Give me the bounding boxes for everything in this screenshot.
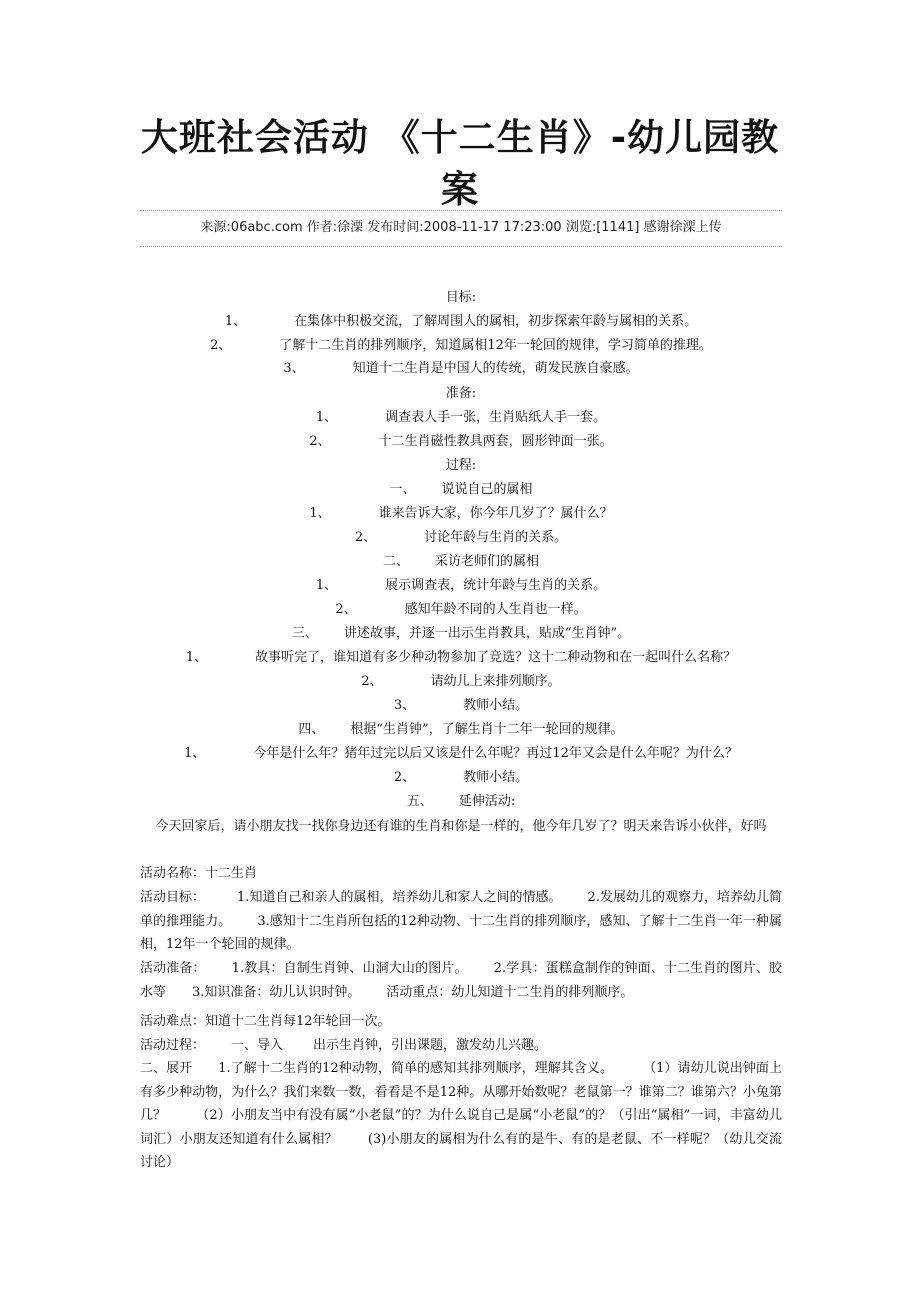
goal-item-1 <box>140 312 782 332</box>
intro-label: 一、导入 <box>231 1038 284 1053</box>
goal-item-2 <box>140 336 782 356</box>
activity-goals <box>140 886 782 957</box>
step-text: 讨论年龄与生肖的关系。 <box>424 530 568 545</box>
intro-text: 出示生肖钟，引出课题，激发幼儿兴趣。 <box>313 1038 548 1053</box>
title-line-2: 案 <box>441 168 479 211</box>
item-number: 1、 <box>315 410 338 425</box>
step-text: 采访老师们的属相 <box>435 554 540 569</box>
goal-3: 3.感知十二生肖所包括的12种动物、十二生肖的排列顺序，感知、了解十二生肖一年一种属相，12年一个轮回的规律。 <box>140 913 782 952</box>
step-2 <box>140 552 782 572</box>
activity-difficulty: 活动难点：知道十二生肖每12年轮回一次。 <box>140 1014 391 1029</box>
item-text: 知道十二生肖是中国人的传统，萌发民族自豪感。 <box>352 361 639 376</box>
step-4-2 <box>140 768 782 788</box>
activity-development <box>140 1057 782 1175</box>
question-1: （1）请幼儿说出钟面上有多少种动物，为什么？我们来数一数，看看是不是12种。从哪开始数呢？老鼠第一？谁第二？谁第六？小兔第几？ <box>140 1061 782 1123</box>
step-text: 讲述故事，并逐一出示生肖教具，贴成“生肖钟”。 <box>343 626 631 641</box>
step-text: 教师小结。 <box>463 770 529 785</box>
process-label: 活动过程： <box>140 1038 206 1053</box>
prep-3: 3.知识准备：幼儿认识时钟。 <box>192 984 361 1000</box>
step-5 <box>140 792 782 812</box>
step-number: 2、 <box>335 602 357 617</box>
item-number: 2、 <box>309 434 331 449</box>
step-text: 根据“生肖钟”，了解生肖十二年一轮回的规律。 <box>350 722 624 737</box>
divider-bottom <box>140 246 782 247</box>
step-1-1 <box>140 504 782 524</box>
prep-item-1 <box>140 408 782 428</box>
process-heading: 过程: <box>445 458 477 473</box>
page-title <box>120 112 800 216</box>
step-number: 2、 <box>361 674 383 689</box>
step-number: 1、 <box>185 650 208 665</box>
goal-1: 1.知道自己和亲人的属相，培养幼儿和家人之间的情感。 <box>237 890 562 905</box>
title-line-1: 大班社会活动 《十二生肖》-幼儿园教 <box>140 116 780 159</box>
item-number: 3、 <box>283 361 305 376</box>
item-number: 2、 <box>210 338 232 353</box>
step-number: 五、 <box>406 794 433 809</box>
step-text: 请幼儿上来排列顺序。 <box>430 674 561 689</box>
question-2: （2）小朋友当中有没有属“小老鼠”的？为什么说自己是属“小老鼠”的？（引出“属相”一词，丰富幼儿词汇）小朋友还知道有什么属相？ <box>140 1108 782 1147</box>
prep-item-2 <box>140 432 782 452</box>
prep-1: 1.教具：自制生肖钟、山洞大山的图片。 <box>231 961 468 976</box>
step-1-2 <box>140 528 782 548</box>
step-number: 2、 <box>393 770 416 785</box>
step-2-1 <box>140 576 782 596</box>
step-4-1 <box>140 744 782 764</box>
dev-1: 1.了解十二生肖的12种动物，简单的感知其排列顺序，理解其含义。 <box>218 1061 614 1076</box>
item-number: 1、 <box>224 314 247 329</box>
prep-heading: 准备: <box>445 386 477 401</box>
step-number: 三、 <box>291 626 318 641</box>
step-number: 二、 <box>382 554 409 569</box>
article-meta: 来源:06abc.com 作者:徐溧 发布时间:2008-11-17 17:23:00 浏览:[1141] 感谢徐溧上传 <box>200 220 722 235</box>
step-1 <box>140 480 782 500</box>
activity-process <box>140 1034 782 1058</box>
item-text: 调查表人手一张，生肖贴纸人手一套。 <box>385 410 607 425</box>
item-text: 十二生肖磁性教具两套，圆形钟面一张。 <box>378 434 613 449</box>
step-text: 故事听完了，谁知道有多少种动物参加了竞选？这十二种动物和在一起叫什么名称？ <box>255 650 737 665</box>
item-text: 在集体中积极交流，了解周围人的属相，初步探索年龄与属相的关系。 <box>294 314 698 329</box>
step-number: 1、 <box>184 746 206 761</box>
step-text: 教师小结。 <box>463 698 529 713</box>
step-text: 谁来告诉大家，你今年几岁了？属什么？ <box>378 506 613 521</box>
step-text: 感知年龄不同的人生肖也一样。 <box>404 602 587 617</box>
step-text: 今年是什么年？猪年过完以后又该是什么年呢？再过12年又会是什么年呢？为什么？ <box>253 746 738 761</box>
extension-text: 今天回家后，请小朋友找一找你身边还有谁的生肖和你是一样的，他今年几岁了？明天来告诉小伙伴，好吗 <box>155 819 767 834</box>
question-3: (3)小朋友的属相为什么有的是牛、有的是老鼠、不一样呢？（幼儿交流讨论） <box>140 1131 782 1170</box>
step-text: 展示调查表，统计年龄与生肖的关系。 <box>385 578 607 593</box>
key-point: 活动重点：幼儿知道十二生肖的排列顺序。 <box>386 984 634 1000</box>
step-3 <box>140 624 782 644</box>
goal-2: 2.发展幼儿的观察力，培养幼儿简单的推理能力。 <box>140 890 783 929</box>
activity-prep <box>140 957 782 1004</box>
step-4 <box>140 720 782 740</box>
prep-label: 活动准备： <box>140 961 206 976</box>
goal-heading: 目标: <box>445 290 477 305</box>
activity-name: 活动名称：十二生肖 <box>140 866 258 881</box>
step-number: 一、 <box>389 482 416 497</box>
step-2-2 <box>140 600 782 620</box>
step-number: 1、 <box>309 506 331 521</box>
step-number: 四、 <box>298 722 325 737</box>
step-number: 2、 <box>354 530 377 545</box>
step-3-2 <box>140 672 782 692</box>
step-number: 3、 <box>393 698 416 713</box>
step-3-3 <box>140 696 782 716</box>
dev-label: 二、展开 <box>140 1061 193 1076</box>
step-text: 说说自己的属相 <box>441 482 533 497</box>
item-text: 了解十二生肖的排列顺序，知道属相12年一轮回的规律，学习简单的推理。 <box>279 338 712 353</box>
goals-label: 活动目标： <box>140 890 206 905</box>
goal-item-3 <box>140 359 782 379</box>
prep-2: 2.学具：蛋糕盒制作的钟面、十二生肖的图片、胶水等 <box>140 961 782 1000</box>
step-number: 1、 <box>315 578 338 593</box>
step-text: 延伸活动: <box>458 794 516 809</box>
divider-top <box>140 210 782 211</box>
step-3-1 <box>140 648 782 668</box>
